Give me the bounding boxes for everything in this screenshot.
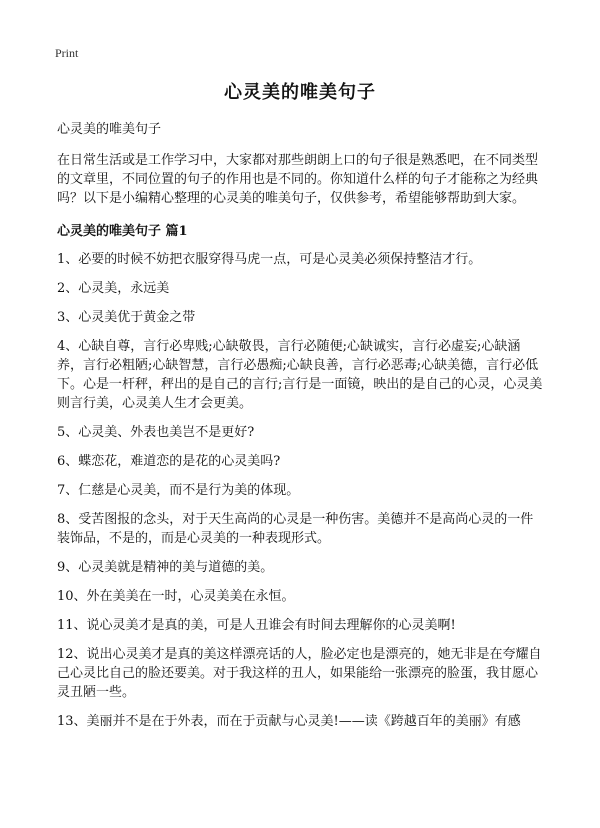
list-item: 6、蝶恋花，难道恋的是花的心灵美吗? bbox=[57, 454, 281, 469]
list-item: 13、美丽并不是在于外表，而在于贡献与心灵美!——读《跨越百年的美丽》有感 bbox=[57, 714, 521, 729]
list-item: 3、心灵美优于黄金之带 bbox=[57, 310, 196, 325]
list-item: 8、受苦图报的念头，对于天生高尚的心灵是一种伤害。美德并不是高尚心灵的一件装饰品，不是的，而是心灵美的一种表现形式。 bbox=[57, 512, 534, 546]
subtitle: 心灵美的唯美句子 bbox=[57, 122, 162, 137]
document-title: 心灵美的唯美句子 bbox=[224, 82, 376, 103]
list-item: 9、心灵美就是精神的美与道德的美。 bbox=[57, 560, 274, 575]
list-item: 1、必要的时候不妨把衣服穿得马虎一点，可是心灵美必须保持整洁才行。 bbox=[57, 252, 482, 267]
list-item: 4、心缺自尊，言行必卑贱;心缺敬畏，言行必随便;心缺诚实，言行必虚妄;心缺涵养，言行必粗陋;心缺智慧，言行必愚痴;心缺良善，言行必恶毒;心缺美德，言行必低下。心是一杆秤，秤出的是自己的言行;言行是一面镜，映出的是自己的心灵，心灵美则言行美，心灵美人生才会更美。 bbox=[57, 339, 543, 411]
list-item: 10、外在美美在一时，心灵美美在永恒。 bbox=[57, 589, 295, 604]
print-link[interactable]: Print bbox=[55, 46, 79, 60]
intro-paragraph: 在日常生活或是工作学习中，大家都对那些朗朗上口的句子很是熟悉吧，在不同类型的文章里，不同位置的句子的作用也是不同的。你知道什么样的句子才能称之为经典吗？以下是小编精心整理的心灵美的唯美句子，仅供参考，希望能够帮助到大家。 bbox=[57, 153, 539, 206]
list-item: 11、说心灵美才是真的美，可是人丑谁会有时间去理解你的心灵美啊! bbox=[57, 618, 456, 633]
document-body bbox=[57, 120, 545, 741]
list-item: 2、心灵美，永远美 bbox=[57, 281, 170, 296]
list-item: 7、仁慈是心灵美，而不是行为美的体现。 bbox=[57, 483, 300, 498]
list-item: 5、心灵美、外表也美岂不是更好? bbox=[57, 425, 255, 440]
section-heading: 心灵美的唯美句子 篇1 bbox=[57, 224, 188, 239]
list-item: 12、说出心灵美才是真的美这样漂亮话的人，脸必定也是漂亮的，她无非是在夸耀自己心灵比自己的脸还要美。对于我这样的丑人，如果能给一张漂亮的脸蛋，我甘愿心灵丑陋一些。 bbox=[57, 647, 542, 700]
